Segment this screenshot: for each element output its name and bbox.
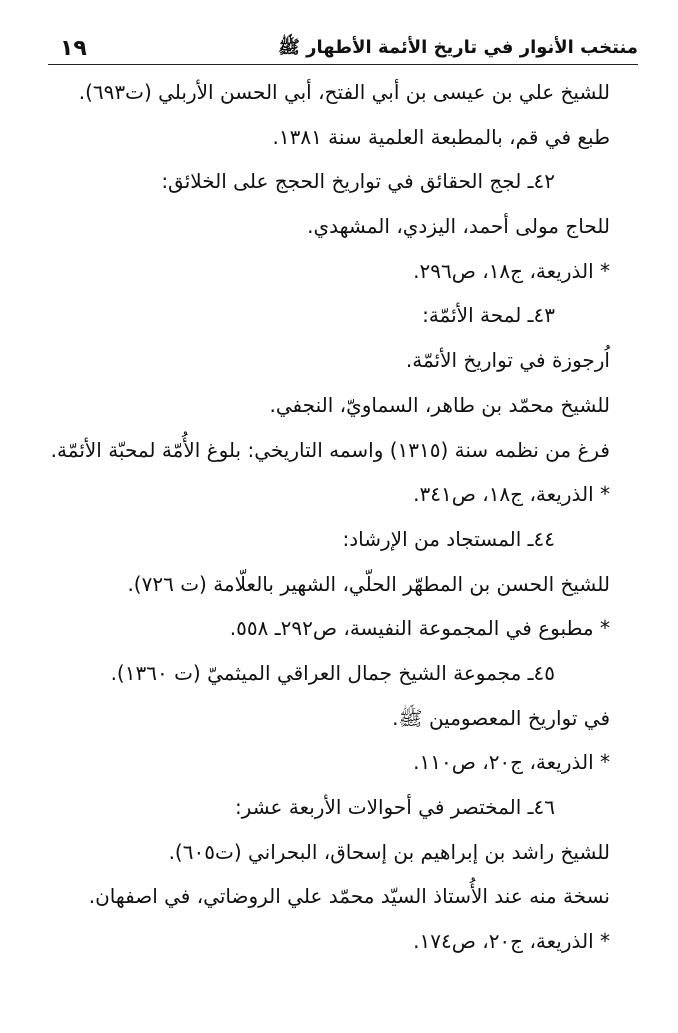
text-line: * مطبوع في المجموعة النفيسة، ص٢٩٢ـ ٥٥٨. [229, 616, 610, 641]
text-line: نسخة منه عند الأُستاذ السيّد محمّد علي الروضاتي، في اصفهان. [88, 884, 610, 909]
running-title: منتخب الأنوار في تاريخ الأئمة الأطهار ﷺ [278, 37, 638, 58]
page-number: ١٩ [60, 36, 87, 61]
text-line: اُرجوزة في تواريخ الأئمّة. [405, 348, 610, 373]
entry-heading-line: ٤٢ـ لجج الحقائق في تواريخ الحجج على الخلائق: [161, 169, 555, 194]
page-header [48, 30, 638, 65]
entry-heading-line: ٤٥ـ مجموعة الشيخ جمال العراقي الميثميّ (ت ١٣٦٠). [110, 660, 555, 685]
text-line: للشيخ راشد بن إبراهيم بن إسحاق، البحراني (ت٦٠٥). [168, 839, 610, 864]
text-line: * الذريعة، ج١٨، ص٢٩٦. [413, 258, 610, 283]
text-line: * الذريعة، ج٢٠، ص١١٠. [413, 750, 610, 775]
text-line: للشيخ علي بن عيسى بن أبي الفتح، أبي الحسن الأربلي (ت٦٩٣). [78, 80, 610, 104]
entry-heading-line: ٤٦ـ المختصر في أحوالات الأربعة عشر: [234, 795, 555, 819]
text-line: * الذريعة، ج٢٠، ص١٧٤. [413, 929, 610, 954]
text-line: فرغ من نظمه سنة (١٣١٥) واسمه التاريخي: بلوغ الأُمّة لمحبّة الأئمّة. [50, 437, 610, 462]
page-body [50, 70, 610, 964]
text-line: للشيخ محمّد بن طاهر، السماويّ، النجفي. [269, 392, 610, 417]
text-line: * الذريعة، ج١٨، ص٣٤١. [413, 482, 610, 507]
entry-heading-line: ٤٤ـ المستجاد من الإرشاد: [342, 526, 555, 551]
text-line: طبع في قم، بالمطبعة العلمية سنة ١٣٨١. [272, 124, 610, 149]
text-line: في تواريخ المعصومين ﷺ. [392, 705, 610, 730]
entry-heading-line: ٤٣ـ لمحة الأئمّة: [422, 303, 555, 328]
text-line: للشيخ الحسن بن المطهّر الحلّي، الشهير بالعلّامة (ت ٧٢٦). [127, 571, 610, 596]
text-line: للحاج مولى أحمد، اليزدي، المشهدي. [307, 214, 610, 239]
